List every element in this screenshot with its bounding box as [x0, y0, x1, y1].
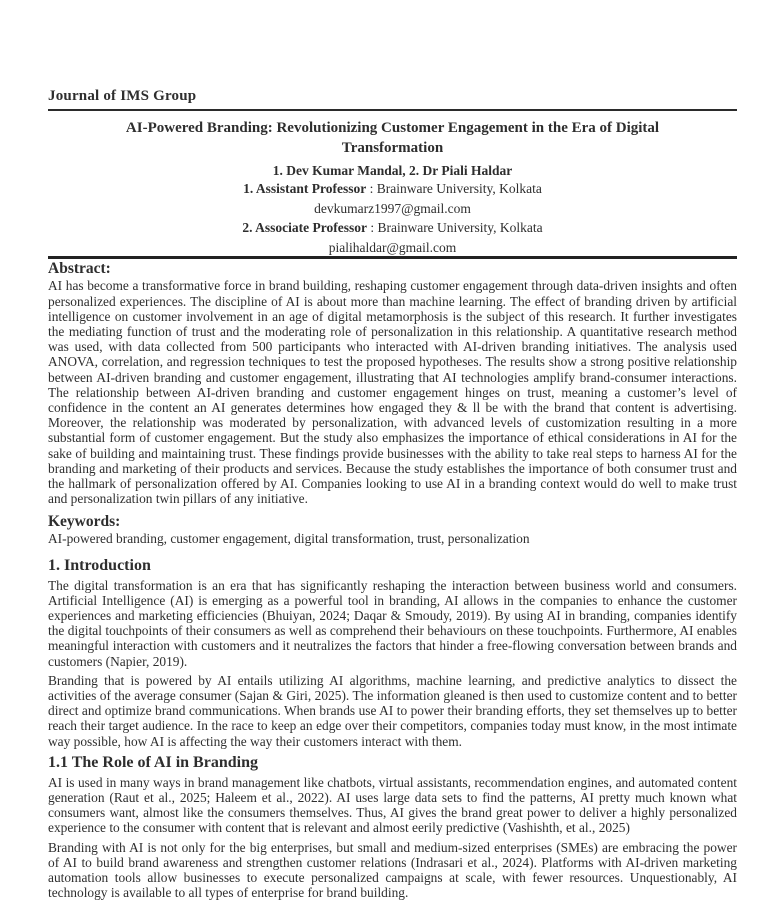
affiliation-2-role: 2. Associate Professor — [242, 220, 367, 236]
affiliations-block — [48, 179, 737, 257]
header-divider — [48, 109, 737, 111]
affiliation-2-org: : Brainware University, Kolkata — [366, 220, 543, 236]
role-of-ai-paragraph-1: AI is used in many ways in brand management like chatbots, virtual assistants, recommendation engines, and automated content generation (Raut et al., 2025; Haleem et al., 2022). AI uses large data sets to find the patterns, AI pretty much known what consumers want, almost like the consumers themselves. Thus, AI gives the brand great power to deliver a highly personalized experience to the consumer with content that is relevant and almost eerily predictive (Vashishth, et al., 2025) — [48, 774, 737, 836]
introduction-paragraph-1: The digital transformation is an era that has significantly reshaping the interaction between business world and consumers. Artificial Intelligence (AI) is emerging as a powerful tool in branding, AI allows in the companies to enhance the customer experiences and marketing efficiencies (Bhuiyan, 2024; Daqar & Smoudy, 2019). By using AI in branding, companies identify the digital touchpoints of their consumers as well as comprehend their behaviours on these touchpoints. Furthermore, AI enables meaningful interaction with customers and it neutralizes the factors that hinder a free-flowing conversation between brands and customers (Napier, 2019). — [48, 577, 737, 669]
affiliation-2-email: pialihaldar@gmail.com — [328, 239, 457, 255]
keywords-text: AI-powered branding, customer engagement, digital transformation, trust, personalization — [48, 531, 530, 547]
journal-name: Journal of IMS Group — [48, 88, 197, 104]
keywords-heading: Keywords: — [48, 513, 121, 531]
authors-line: 1. Dev Kumar Mandal, 2. Dr Piali Haldar — [272, 163, 513, 178]
affiliation-2 — [48, 218, 737, 238]
section-heading-introduction: 1. Introduction — [48, 556, 151, 574]
paper-title: AI-Powered Branding: Revolutionizing Customer Engagement in the Era of Digital Transformation — [125, 120, 660, 156]
affiliation-1-org: : Brainware University, Kolkata — [366, 181, 542, 196]
abstract-heading: Abstract: — [48, 260, 111, 278]
section-heading-role-of-ai: 1.1 The Role of AI in Branding — [48, 753, 258, 771]
introduction-paragraph-2: Branding that is powered by AI entails utilizing AI algorithms, machine learning, and predictive analytics to dissect the activities of the average consumer (Sajan & Giri, 2025). The information gleaned is then used to customize content and to better direct and optimize brand communications. When brands use AI to power their branding efforts, they set themselves up to better reach their target audience. In the race to keep an edge over their competitors, companies today must know, in the most intimate way possible, how AI is affecting the way their customers interact with them. — [48, 672, 737, 749]
affiliation-1 — [48, 179, 737, 199]
affiliation-1-email: devkumarz1997@gmail.com — [314, 200, 471, 216]
role-of-ai-paragraph-2: Branding with AI is not only for the big enterprises, but small and medium-sized enterprises (SMEs) are embracing the power of AI to build brand awareness and strengthen customer relations (Indrasari et al., 2024). Platforms with AI-driven marketing automation tools allow businesses to execute personalized campaigns at scale, with fewer resources. Unquestionably, AI technology is available to all types of enterprise for brand building. — [48, 839, 737, 900]
abstract-body: AI has become a transformative force in brand building, reshaping customer engagement through data-driven insights and often personalized experiences. The discipline of AI is about more than machine learning. The effect of branding driven by artificial intelligence on customer involvement in an age of digital metamorphosis is the subject of this research. It further investigates the mediating function of trust and the moderating role of personalization in this relationship. A quantitative research method was used, with data collected from 500 participants who interacted with AI-driven branding initiatives. The analysis used ANOVA, correlation, and regression techniques to test the proposed hypotheses. The results show a strong positive relationship between AI-driven branding and customer engagement, illustrating that AI technologies amplify brand-consumer interactions. The relationship between AI-driven branding and customer engagement hinges on trust, meaning a customer’s level of confidence in the content an AI generates determines how engaged they & ll be with the brand that content is advertising. Moreover, the relationship was moderated by personalization, with advanced levels of customization resulting in a more substantial form of customer engagement. But the study also emphasizes the importance of ethical considerations in AI for the sake of building and maintaining trust. These findings provide businesses with the ability to take real steps to harness AI for the branding and marketing of their products and services. Because the study establishes the importance of both consumer trust and the hallmark of personalization offered by AI. Companies looking to use AI in a branding context would do well to make trust and personalization twin pillars of any initiative. — [48, 278, 737, 507]
affiliation-1-role: 1. Assistant Professor — [243, 181, 367, 196]
